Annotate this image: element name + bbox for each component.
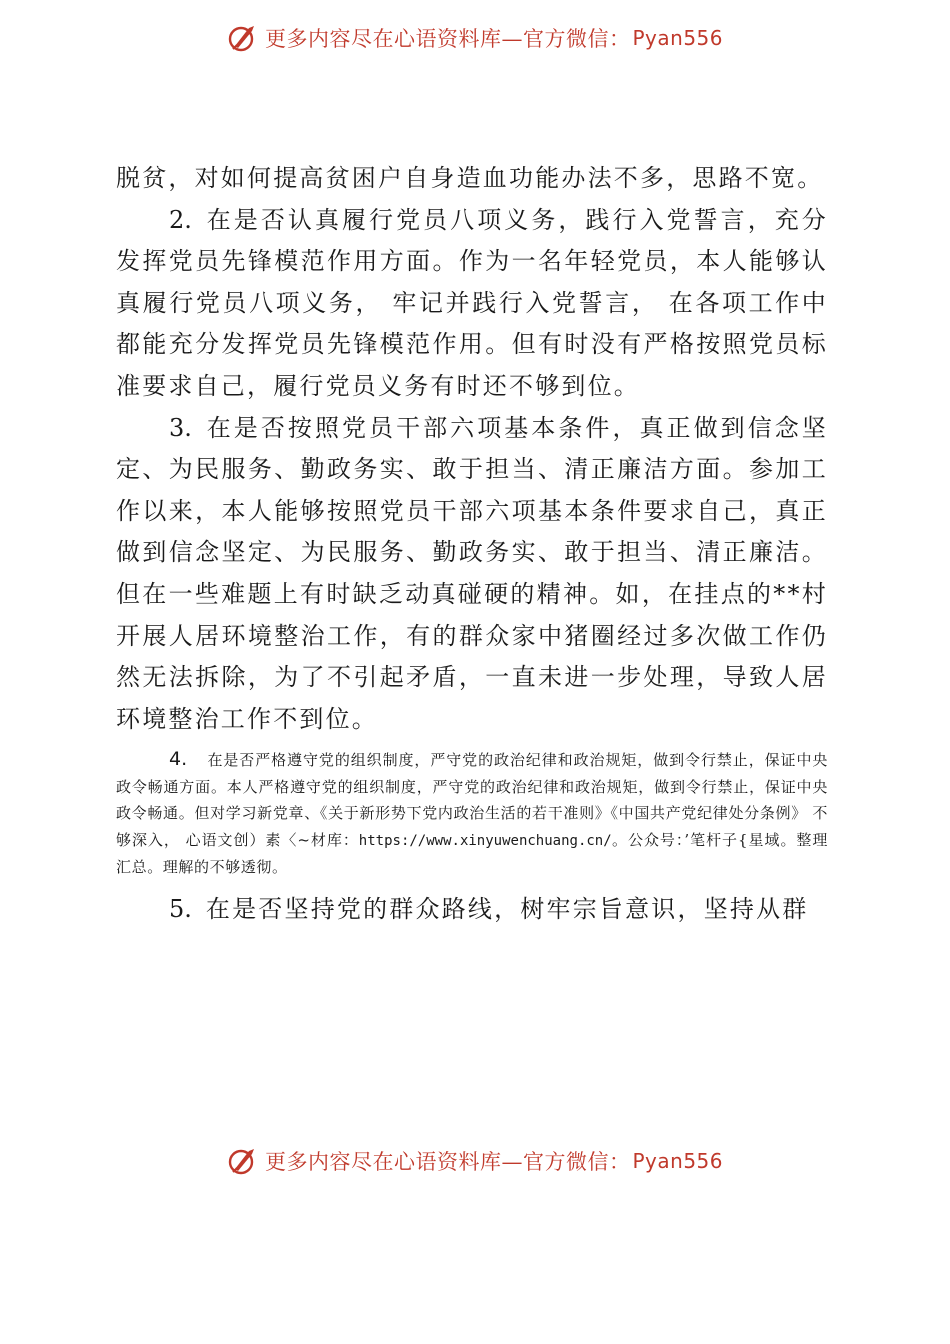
paragraph-1 bbox=[116, 158, 828, 200]
paragraph-3 bbox=[116, 408, 828, 741]
banner-text: 更多内容尽在心语资料库—官方微信： bbox=[264, 27, 631, 51]
source-url: https://www.xinyuwenchuang.cn/ bbox=[358, 832, 612, 849]
paragraph-text: 脱贫，对如何提高贫困户自身造血功能办法不多，思路不宽。 bbox=[116, 164, 824, 192]
paragraph-5 bbox=[116, 889, 828, 931]
banner-text: 更多内容尽在心语资料库—官方微信： bbox=[264, 1150, 631, 1174]
paragraph-text-tail: 。公众号：’笔杆子{星域。整理汇总。理解的不够透彻。 bbox=[116, 830, 828, 877]
item-number: 5. bbox=[169, 894, 192, 923]
document-body bbox=[116, 158, 828, 930]
banner-wechat-id: Pyan556 bbox=[632, 26, 723, 50]
item-number: 2. bbox=[169, 205, 192, 234]
item-number: 4. bbox=[169, 748, 188, 771]
header-banner bbox=[0, 18, 950, 58]
paragraph-text: 在是否认真履行党员八项义务，践行入党誓言，充分发挥党员先锋模范作用方面。作为一名年轻党员，本人能够认真履行党员八项义务， 牢记并践行入党誓言， 在各项工作中都能充分发挥党员先锋模范作用。但有时没有严格按照党员标准要求自己，履行党员义务有时还不够到位。 bbox=[116, 205, 828, 400]
paragraph-2 bbox=[116, 200, 828, 408]
banner-wechat-id: Pyan556 bbox=[632, 1149, 723, 1173]
item-number: 3. bbox=[169, 413, 192, 442]
paragraph-4 bbox=[116, 746, 828, 881]
paragraph-text: 在是否严格遵守党的组织制度，严守党的政治纪律和政治规矩，做到令行禁止，保证中央政令畅通方面。本人严格遵守党的组织制度，严守党的政治纪律和政治规矩，做到令行禁止，保证中央政令畅通。但对学习新党章、《关于新形势下党内政治生活的若干准则》《中国共产党纪律处分条例》 不够深入， 心语文创）素〈~材库： bbox=[116, 751, 828, 849]
paragraph-text: 在是否按照党员干部六项基本条件，真正做到信念坚定、为民服务、勤政务实、敢于担当、清正廉洁方面。参加工作以来，本人能够按照党员干部六项基本条件要求自己，真正做到信念坚定、为民服务、勤政务实、敢于担当、清正廉洁。但在一些难题上有时缺乏动真碰硬的精神。如，在挂点的**村开展人居环境整治工作，有的群众家中猪圈经过多次做工作仍然无法拆除，为了不引起矛盾，一直未进一步处理，导致人居环境整治工作不到位。 bbox=[116, 413, 828, 733]
quill-pen-logo-icon bbox=[227, 22, 259, 54]
paragraph-text: 在是否坚持党的群众路线，树牢宗旨意识，坚持从群 bbox=[205, 894, 809, 923]
footer-banner bbox=[0, 1141, 950, 1181]
quill-pen-logo-icon bbox=[227, 1145, 259, 1177]
